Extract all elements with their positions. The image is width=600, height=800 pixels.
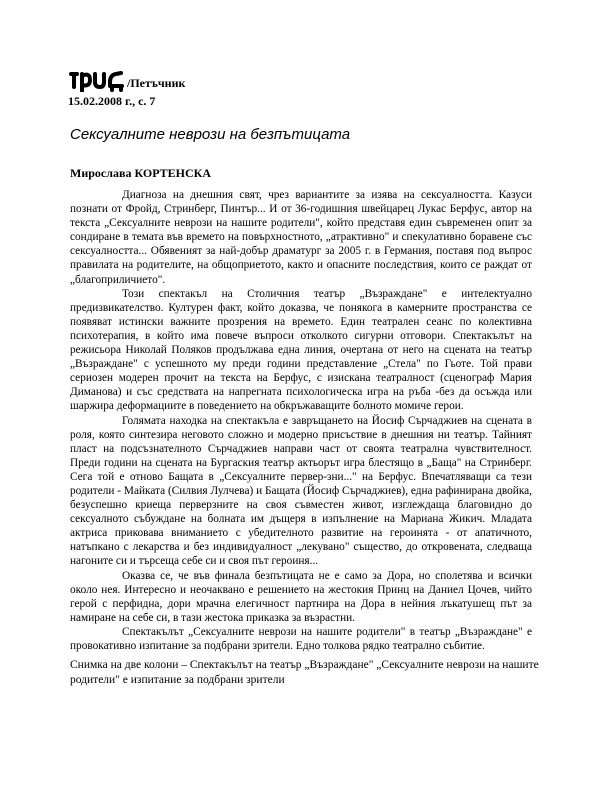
paragraph: Оказва се, че във финала безпътицата не е само за Дора, но сполетява и всички около нея. Интересно и неочаквано е решението на жестокия Принц на Даниел Цочев, чийто герой с перфидна, дори мрачна елегичност партнира на Дора в нейния лъкатушещ път за намиране на себе си, в тази жестока приказка за възрастни. [70, 569, 532, 624]
article-author: Мирослава КОРТЕНСКА [70, 166, 212, 180]
paragraph: Спектакълът „Сексуалните неврози на нашите родители" в театър „Възраждане" е провокативно изпитание за подбрани зрители. Едно толкова рядко театрално събитие. [70, 625, 532, 652]
paragraph: Този спектакъл на Столичния театър „Възраждане" е интелектуално предизвикателство. Културен факт, който доказва, че понякога в камерните пространства се появяват истински важните прозрения на времето. Един театрален сеанс по колективна психотерапия, в който има повече въпроси отколкото сигурни отговори. Спектакълът на режисьора Николай Поляков продължава една линия, очертана от него на сцената на театър „Възраждане" с успешното му преди години представление „Стела" по Гьоте. Той прави сериозен модерен прочит на текста на Берфус, с изискана театралност (сценограф Мария Диманова) и със средствата на напрегната психологическа игра на ръба -без да осъжда или шаржира деформациите в поведението на обкръжаващите болното момиче герои. [70, 287, 532, 413]
photo-caption: Снимка на две колони – Спектакълът на театър „Възраждане" „Сексуалните неврози на нашите родители" е изпитание за подбрани зрители [70, 659, 539, 686]
publication-name: /Петъчник [127, 76, 186, 90]
paragraph: Голямата находка на спектакъла е завръщането на Йосиф Сърчаджиев на сцената в роля, която синтезира неговото сложно и модерно присъствие в днешния ни театър. Тайният пласт на подсъзнателното Сърчаджиев направи част от своята театрална чувствителност. Преди години на сцената на Бургаския театър актьорът игра блестящо в „Баща" на Стринберг. Сега той е отново Бащата в „Сексуалните первер-зни..." на Берфус. Впечатляващи са тези родители - Майката (Силвия Лулчева) и Бащата (Йосиф Сърчаджиев), една рафинирана двойка, безуспешно криеща перверзните на своя съвместен живот, изглеждаща благовидно до сексуалното събуждане на болната им дъщеря в изпълнение на Мариана Жикич. Младата актриса приковава вниманието с убедителното развитие на героинята - от апатичното, натъпкано с лекарства и без индивидуалност „лекувано" същество, до откровената, следваща нагоните си и търсеща себе си и своя път героиня... [70, 414, 532, 568]
masthead [68, 64, 368, 109]
masthead-row [68, 64, 368, 92]
trud-logo [68, 66, 126, 92]
article-body [70, 188, 532, 653]
issue-date-page: 15.02.2008 г., с. 7 [68, 94, 156, 108]
paragraph: Диагноза на днешния свят, чрез вариантите за изява на сексуалността. Казуси познати от Фройд, Стринберг, Пинтър... И от 36-годишния швейцарец Лукас Берфус, автор на текста „Сексуалните неврози на нашите родители", който представя един съвременен опит за сондиране в темата във времето на повърхностното, „атрактивно" и спекулативно боравене със сексуалността... Обявеният за най-добър драматург за 2005 г. в Германия, поставя под въпрос правилата на родителите, на общоприетото, както и опасните последствия, които се раждат от „благоприличието". [70, 189, 532, 286]
article-title: Сексуалните неврози на безпътицата [70, 126, 351, 143]
